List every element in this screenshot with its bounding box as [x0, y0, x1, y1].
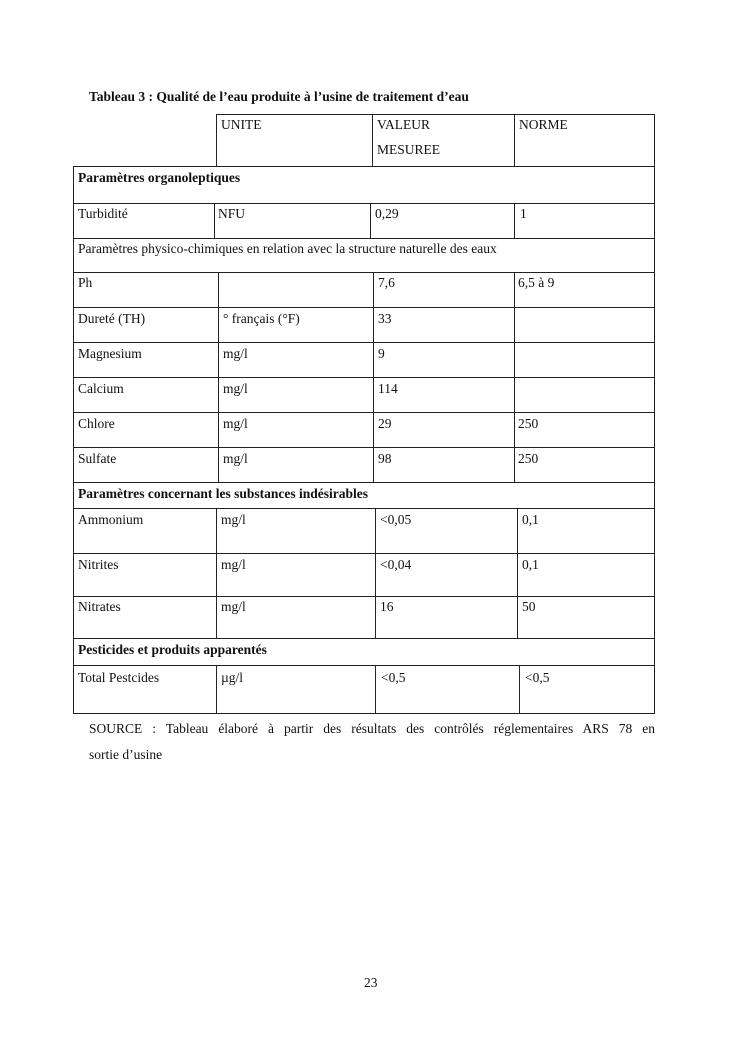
table-cell-norm: 250	[518, 416, 539, 431]
table-cell-param: Nitrites	[78, 557, 119, 572]
header-norm: NORME	[519, 117, 568, 132]
table-cell-norm: 1	[520, 206, 527, 221]
source-note	[89, 716, 655, 768]
table-caption: Tableau 3 : Qualité de l’eau produite à l’usine de traitement d’eau	[89, 89, 469, 104]
section-title: Pesticides et produits apparentés	[78, 642, 267, 657]
table-cell-param: Magnesium	[78, 346, 142, 361]
header-value-line1: VALEUR	[377, 117, 431, 132]
table-cell-norm: 250	[518, 451, 539, 466]
table-cell-param: Nitrates	[78, 599, 121, 614]
table-cell-unit: mg/l	[221, 557, 246, 572]
table-cell-unit: µg/l	[221, 670, 244, 685]
table-cell-value: <0,04	[380, 557, 412, 572]
table-cell-value: 7,6	[378, 275, 395, 290]
page-number: 23	[364, 975, 378, 990]
table-cell-unit: mg/l	[221, 599, 246, 614]
table-cell-value: 9	[378, 346, 385, 361]
table-cell-param: Ph	[78, 275, 93, 290]
table-cell-param: Calcium	[78, 381, 124, 396]
header-value-line2: MESUREE	[377, 142, 441, 157]
table-cell-unit: mg/l	[223, 346, 248, 361]
table-cell-param: Sulfate	[78, 451, 117, 466]
header-unit: UNITE	[221, 117, 262, 132]
table-cell-norm: 0,1	[522, 512, 539, 527]
table-cell-unit: mg/l	[223, 416, 248, 431]
table-cell-unit: mg/l	[221, 512, 246, 527]
source-line-2: sortie d’usine	[89, 747, 163, 762]
table-cell-unit: NFU	[218, 206, 246, 221]
table-cell-unit: mg/l	[223, 381, 248, 396]
table-cell-value: 29	[378, 416, 392, 431]
table-cell-value: 33	[378, 311, 392, 326]
table-cell-value: 114	[378, 381, 398, 396]
table-cell-unit: ° français (°F)	[223, 311, 300, 326]
table-cell-value: 16	[380, 599, 394, 614]
table-cell-unit: mg/l	[223, 451, 248, 466]
source-line-1: SOURCE : Tableau élaboré à partir des résultats des contrôlés réglementaires ARS 78 en	[89, 721, 655, 736]
table-cell-norm: 6,5 à 9	[518, 275, 555, 290]
table-cell-value: 98	[378, 451, 392, 466]
table-cell-norm: 0,1	[522, 557, 539, 572]
section-title: Paramètres physico-chimiques en relation avec la structure naturelle des eaux	[78, 241, 497, 256]
table-cell-norm: <0,5	[525, 670, 550, 685]
table-cell-param: Ammonium	[78, 512, 144, 527]
table-cell-param: Dureté (TH)	[78, 311, 146, 326]
section-title: Paramètres concernant les substances indésirables	[78, 486, 368, 501]
table-cell-norm: 50	[522, 599, 536, 614]
table-cell-value: 0,29	[375, 206, 399, 221]
table-cell-value: <0,5	[381, 670, 406, 685]
table-cell-value: <0,05	[380, 512, 412, 527]
table-cell-param: Total Pestcides	[78, 670, 160, 685]
section-title: Paramètres organoleptiques	[78, 170, 241, 185]
table-cell-param: Chlore	[78, 416, 115, 431]
table-cell-param: Turbidité	[78, 206, 128, 221]
